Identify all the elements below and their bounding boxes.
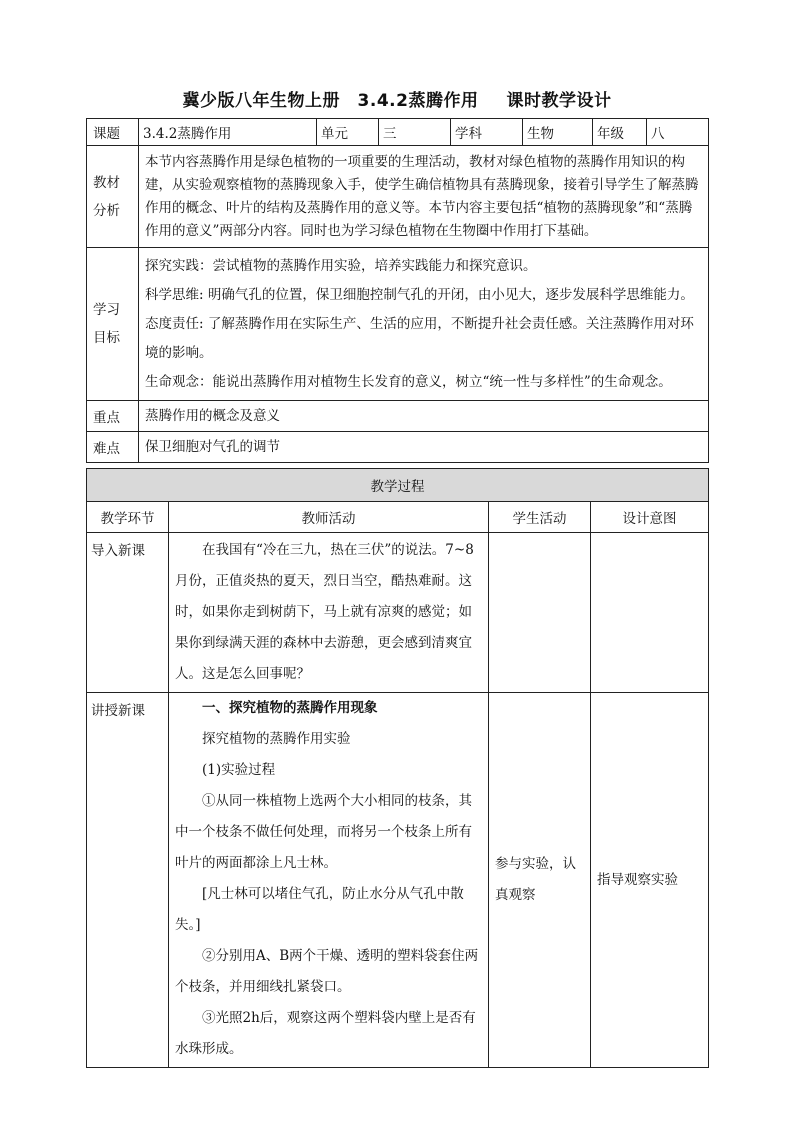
section-heading: 一、探究植物的蒸腾作用现象 bbox=[202, 700, 378, 716]
goal-item: 探究实践：尝试植物的蒸腾作用实验，培养实践能力和探究意识。 bbox=[145, 257, 537, 274]
grade-label: 年级 bbox=[593, 119, 647, 146]
analysis-text: 本节内容蒸腾作用是绿色植物的一项重要的生理活动，教材对绿色植物的蒸腾作用知识的构建，从实验观察植物的蒸腾现象入手，使学生确信植物具有蒸腾现象，接着引导学生了解蒸腾作用的概念、叶片的结构及蒸腾作用的意义等。本节内容主要包括“植物的蒸腾现象”和“蒸腾作用的意义”两部分内容。同时也为学习绿色植物在生物圈中作用打下基础。 bbox=[139, 146, 709, 248]
subject-label: 学科 bbox=[451, 119, 523, 146]
col-teacher-header: 教师活动 bbox=[169, 502, 489, 533]
teacher-step: 探究植物的蒸腾作用实验 bbox=[202, 731, 351, 747]
difficulty-row bbox=[87, 432, 709, 463]
lesson-info-table bbox=[86, 118, 709, 463]
intro-stage: 导入新课 bbox=[87, 533, 169, 693]
topic-value: 3.4.2蒸腾作用 bbox=[139, 119, 317, 146]
process-header-row bbox=[87, 502, 709, 533]
new-stage: 讲授新课 bbox=[87, 693, 169, 1068]
goals-row bbox=[87, 248, 709, 401]
analysis-label-line1: 教材 bbox=[93, 174, 120, 191]
intro-teacher bbox=[169, 533, 489, 693]
goals-label-line2: 目标 bbox=[93, 330, 120, 346]
title-sub: 课时教学设计 bbox=[506, 91, 612, 111]
col-intent-header: 设计意图 bbox=[591, 502, 709, 533]
goal-item: 科学思维: 明确气孔的位置，保卫细胞控制气孔的开闭，由小见大，逐步发展科学思维能力。 bbox=[145, 286, 694, 303]
col-student-header: 学生活动 bbox=[489, 502, 591, 533]
analysis-row bbox=[87, 146, 709, 248]
analysis-label bbox=[87, 146, 139, 248]
subject-value: 生物 bbox=[523, 119, 593, 146]
goals-list bbox=[139, 248, 709, 401]
info-row bbox=[87, 119, 709, 146]
intro-student bbox=[489, 533, 591, 693]
unit-label: 单元 bbox=[317, 119, 379, 146]
goals-label bbox=[87, 248, 139, 401]
new-intent: 指导观察实验 bbox=[591, 693, 709, 1068]
goal-item: 生命观念：能说出蒸腾作用对植物生长发育的意义，树立“统一性与多样性”的生命观念。 bbox=[145, 373, 672, 390]
key-point-row bbox=[87, 401, 709, 432]
new-teacher bbox=[169, 693, 489, 1068]
key-point-label: 重点 bbox=[87, 401, 139, 432]
page-title bbox=[0, 86, 794, 111]
goal-item: 态度责任: 了解蒸腾作用在实际生产、生活的应用，不断提升社会责任感。关注蒸腾作用对环境的影响。 bbox=[145, 315, 694, 361]
key-point-text: 蒸腾作用的概念及意义 bbox=[139, 401, 709, 432]
difficulty-text: 保卫细胞对气孔的调节 bbox=[139, 432, 709, 463]
process-heading: 教学过程 bbox=[87, 469, 709, 502]
teacher-step: ③光照2h后，观察这两个塑料袋内壁上是否有水珠形成。 bbox=[175, 1010, 476, 1057]
new-student: 参与实验，认真观察 bbox=[489, 693, 591, 1068]
new-lesson-row bbox=[87, 693, 709, 1068]
teacher-step: ①从同一株植物上选两个大小相同的枝条，其中一个枝条不做任何处理，而将另一个枝条上所有叶片的两面都涂上凡士林。 bbox=[175, 793, 472, 871]
grade-value: 八 bbox=[647, 119, 709, 146]
teacher-step: ②分别用A、B两个干燥、透明的塑料袋套住两个枝条，并用细线扎紧袋口。 bbox=[175, 948, 479, 995]
goals-label-line1: 学习 bbox=[93, 302, 120, 318]
teacher-step: [凡士林可以堵住气孔，防止水分从气孔中散失。] bbox=[175, 886, 464, 933]
unit-value: 三 bbox=[379, 119, 451, 146]
intro-intent bbox=[591, 533, 709, 693]
analysis-label-line2: 分析 bbox=[93, 202, 120, 219]
col-stage-header: 教学环节 bbox=[87, 502, 169, 533]
difficulty-label: 难点 bbox=[87, 432, 139, 463]
intro-teacher-text: 在我国有“冷在三九，热在三伏”的说法。7~8月份，正值炎热的夏天，烈日当空，酷热难耐。这时，如果你走到树荫下，马上就有凉爽的感觉；如果你到绿满天涯的森林中去游憩，更会感到清爽宜人。这是怎么回事呢？ bbox=[175, 542, 474, 682]
title-main: 冀少版八年生物上册 3.4.2蒸腾作用 bbox=[182, 91, 479, 111]
process-table bbox=[86, 468, 709, 1068]
topic-label: 课题 bbox=[87, 119, 139, 146]
intro-row bbox=[87, 533, 709, 693]
process-heading-row bbox=[87, 469, 709, 502]
teacher-step: (1)实验过程 bbox=[202, 762, 276, 778]
